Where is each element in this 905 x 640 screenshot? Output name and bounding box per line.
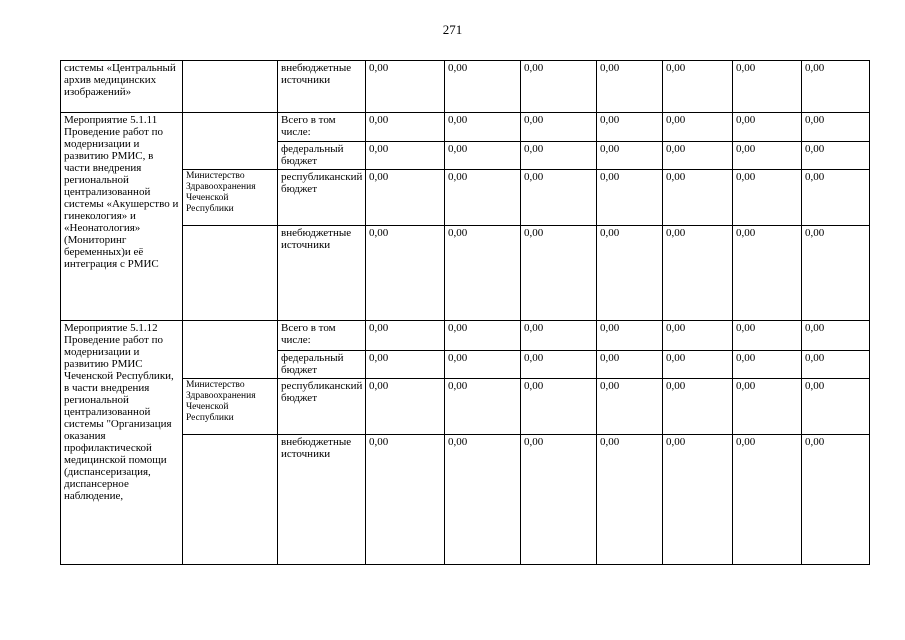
value-cell: 0,00 (733, 351, 802, 379)
funding-table (60, 60, 870, 565)
value-cell: 0,00 (597, 113, 663, 142)
value-cell: 0,00 (366, 379, 445, 435)
table-row (61, 321, 870, 351)
value-cell: 0,00 (802, 435, 870, 565)
value-cell: 0,00 (733, 170, 802, 226)
responsible-cell (183, 435, 278, 565)
measure-name: системы «Центральный архив медицинских изображений» (61, 61, 183, 113)
table-row (61, 61, 870, 113)
responsible-cell: Министерство Здравоохранения Чеченской Республики (183, 379, 278, 435)
source-label: внебюджетные источники (278, 226, 366, 321)
value-cell: 0,00 (663, 435, 733, 565)
value-cell: 0,00 (366, 435, 445, 565)
measure-name: Мероприятие 5.1.11 Проведение работ по модернизации и развитию РМИС, в части внедрения региональной централизованной системы «Акушерство и гинекология» и «Неонатология» (Мониторинг беременных)и её интеграция с РМИС (61, 113, 183, 321)
table-row (61, 379, 870, 435)
source-label: республиканский бюджет (278, 170, 366, 226)
responsible-cell (183, 321, 278, 379)
value-cell: 0,00 (802, 379, 870, 435)
table-row (61, 113, 870, 142)
value-cell: 0,00 (366, 142, 445, 170)
value-cell: 0,00 (663, 226, 733, 321)
value-cell: 0,00 (445, 61, 521, 113)
value-cell: 0,00 (597, 170, 663, 226)
table-row (61, 435, 870, 565)
value-cell: 0,00 (366, 61, 445, 113)
value-cell: 0,00 (733, 321, 802, 351)
value-cell: 0,00 (733, 226, 802, 321)
value-cell: 0,00 (733, 61, 802, 113)
responsible-cell (183, 113, 278, 170)
value-cell: 0,00 (445, 226, 521, 321)
value-cell: 0,00 (445, 351, 521, 379)
value-cell: 0,00 (445, 321, 521, 351)
value-cell: 0,00 (366, 321, 445, 351)
value-cell: 0,00 (802, 113, 870, 142)
value-cell: 0,00 (597, 351, 663, 379)
value-cell: 0,00 (445, 170, 521, 226)
value-cell: 0,00 (663, 321, 733, 351)
value-cell: 0,00 (597, 61, 663, 113)
source-label: Всего в том числе: (278, 113, 366, 142)
table-row (61, 170, 870, 226)
value-cell: 0,00 (663, 142, 733, 170)
value-cell: 0,00 (597, 321, 663, 351)
value-cell: 0,00 (521, 142, 597, 170)
value-cell: 0,00 (663, 113, 733, 142)
value-cell: 0,00 (366, 170, 445, 226)
value-cell: 0,00 (663, 351, 733, 379)
value-cell: 0,00 (802, 351, 870, 379)
value-cell: 0,00 (445, 379, 521, 435)
value-cell: 0,00 (521, 61, 597, 113)
value-cell: 0,00 (521, 435, 597, 565)
source-label: федеральный бюджет (278, 351, 366, 379)
source-label: федеральный бюджет (278, 142, 366, 170)
value-cell: 0,00 (521, 351, 597, 379)
value-cell: 0,00 (802, 142, 870, 170)
value-cell: 0,00 (733, 142, 802, 170)
value-cell: 0,00 (521, 379, 597, 435)
value-cell: 0,00 (663, 61, 733, 113)
value-cell: 0,00 (366, 113, 445, 142)
responsible-cell (183, 226, 278, 321)
source-label: Всего в том числе: (278, 321, 366, 351)
value-cell: 0,00 (663, 379, 733, 435)
value-cell: 0,00 (597, 379, 663, 435)
measure-name: Мероприятие 5.1.12 Проведение работ по модернизации и развитию РМИС Чеченской Республики, в части внедрения региональной централизованной системы "Организация оказания профилактической медицинской помощи (диспансеризация, диспансерное наблюдение, (61, 321, 183, 565)
value-cell: 0,00 (802, 170, 870, 226)
value-cell: 0,00 (733, 435, 802, 565)
value-cell: 0,00 (366, 226, 445, 321)
responsible-cell (183, 61, 278, 113)
value-cell: 0,00 (663, 170, 733, 226)
value-cell: 0,00 (597, 142, 663, 170)
value-cell: 0,00 (521, 170, 597, 226)
value-cell: 0,00 (366, 351, 445, 379)
source-label: внебюджетные источники (278, 61, 366, 113)
value-cell: 0,00 (445, 113, 521, 142)
source-label: республиканский бюджет (278, 379, 366, 435)
source-label: внебюджетные источники (278, 435, 366, 565)
value-cell: 0,00 (733, 113, 802, 142)
value-cell: 0,00 (521, 226, 597, 321)
value-cell: 0,00 (597, 226, 663, 321)
value-cell: 0,00 (445, 142, 521, 170)
value-cell: 0,00 (521, 321, 597, 351)
value-cell: 0,00 (802, 226, 870, 321)
value-cell: 0,00 (445, 435, 521, 565)
table-row (61, 226, 870, 321)
page-number: 271 (442, 22, 463, 37)
responsible-cell: Министерство Здравоохранения Чеченской Республики (183, 170, 278, 226)
value-cell: 0,00 (802, 321, 870, 351)
value-cell: 0,00 (521, 113, 597, 142)
value-cell: 0,00 (597, 435, 663, 565)
value-cell: 0,00 (802, 61, 870, 113)
value-cell: 0,00 (733, 379, 802, 435)
